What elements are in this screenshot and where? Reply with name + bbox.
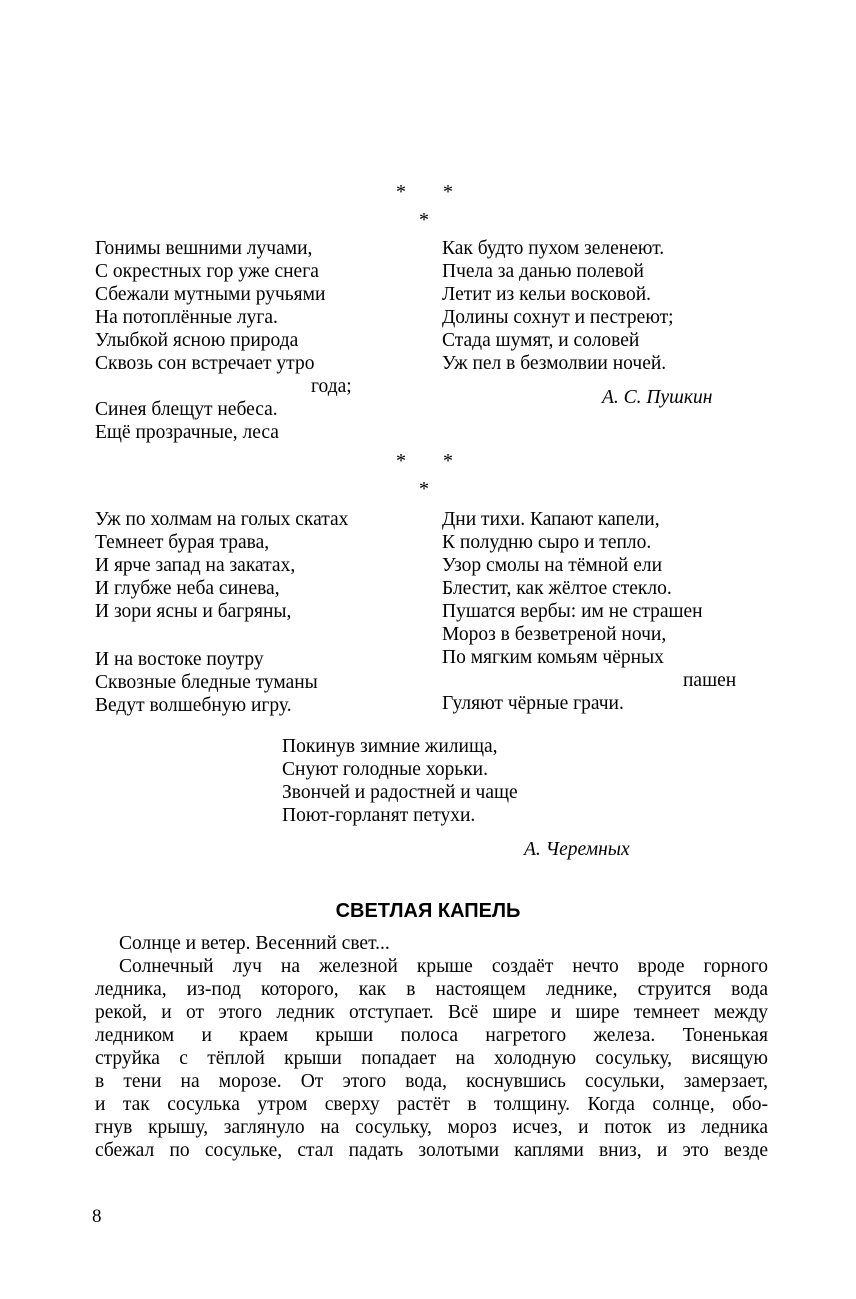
poem-line: Гонимы вешними лучами, [95,238,313,259]
poem-line: Как будто пухом зеленеют. [442,238,665,259]
poem-line: Темнеет бурая трава, [95,532,270,553]
poem-line: Ещё прозрачные, леса [95,422,279,443]
poem-line: пашен [683,670,737,691]
poem-line: Летит из кельи восковой. [442,284,652,305]
poem-line: Сквозные бледные туманы [95,672,318,693]
poem-line: И ярче запад на закатах, [95,555,296,576]
poem-line: Стада шумят, и соловей [442,330,640,351]
poem-line: И зори ясны и багряны, [95,601,292,622]
separator-star: * [396,181,406,203]
separator-star: * [443,450,453,472]
poem-line: Уж пел в безмолвии ночей. [442,353,667,374]
poem-line: Пушатся вербы: им не страшен [442,601,703,622]
poem-line: Сбежали мутными ручьями [95,284,326,305]
poem-line: года; [311,376,352,397]
poem1-author: А. С. Пушкин [602,387,713,408]
poem-line: И на востоке поутру [95,649,264,670]
poem-line: Мороз в безветреной ночи, [442,624,667,645]
separator-star: * [443,181,453,203]
page-number: 8 [92,1206,102,1227]
poem-line: Уж по холмам на голых скатах [95,509,349,530]
poem-line: Покинув зимние жилища, [282,736,498,757]
separator-star: * [419,209,429,231]
essay-line: и так сосулька утром сверху растёт в толщину. Когда солнце, обо- [95,1094,768,1115]
essay-lead: Солнце и ветер. Весенний свет... [119,933,390,954]
poem-line: Дни тихи. Капают капели, [442,509,660,530]
essay-line: Солнечный луч на железной крыше создаёт нечто вроде горного [119,956,768,977]
poem-line: К полудню сыро и тепло. [442,532,652,553]
essay-line: сбежал по сосульке, стал падать золотыми каплями вниз, и это везде [95,1140,768,1161]
essay-title: СВЕТЛАЯ КАПЕЛЬ [335,900,521,922]
essay-line: струйка с тёплой крыши попадает на холодную сосульку, висящую [95,1048,768,1069]
poem-line: Ведут волшебную игру. [95,695,292,716]
poem2-author: А. Черемных [524,839,630,860]
poem-line: Улыбкой ясною природа [95,330,299,351]
poem-line: Узор смолы на тёмной ели [442,555,663,576]
separator-star: * [396,450,406,472]
poem-line: Блестит, как жёлтое стекло. [442,578,672,599]
essay-line: ледника, из-под которого, как в настоящем леднике, струится вода [95,979,768,1000]
poem-line: Пчела за данью полевой [442,261,644,282]
poem-line: С окрестных гор уже снега [95,261,319,282]
essay-line: ледником и краем крыши полоса нагретого железа. Тоненькая [95,1025,768,1046]
essay-line: гнув крышу, заглянуло на сосульку, мороз исчез, и поток из ледника [95,1117,768,1138]
poem-line: Поют-горланят петухи. [282,805,476,826]
poem-line: На потоплённые луга. [95,307,278,328]
poem-line: Сквозь сон встречает утро [95,353,315,374]
poem-line: По мягким комьям чёрных [442,647,664,668]
poem-line: И глубже неба синева, [95,578,280,599]
poem-line: Звончей и радостней и чаще [282,782,518,803]
essay-line: в тени на морозе. От этого вода, коснувшись сосульки, замерзает, [95,1071,768,1092]
poem-line: Снуют голодные хорьки. [282,759,488,780]
poem-line: Синея блещут небеса. [95,399,278,420]
separator-star: * [419,478,429,500]
poem-line: Гуляют чёрные грачи. [442,693,624,714]
essay-line: рекой, и от этого ледник отступает. Всё шире и шире темнеет между [95,1002,768,1023]
poem-line: Долины сохнут и пестреют; [442,307,674,328]
